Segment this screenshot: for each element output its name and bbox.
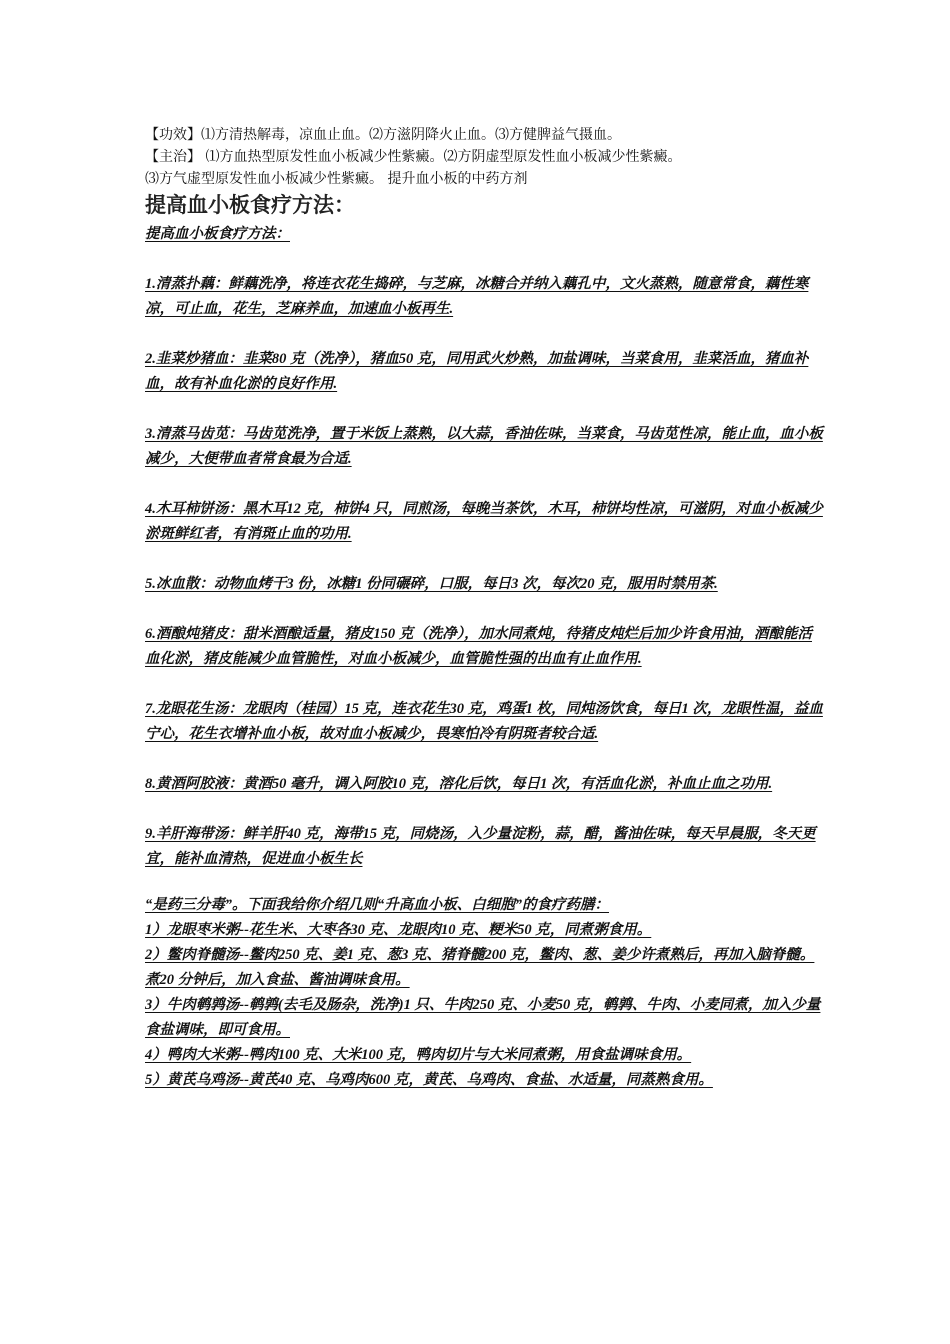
recipe-item: 6.酒酿炖猪皮：甜米酒酿适量，猪皮150 克（洗净），加水同煮炖，待猪皮炖烂后加少许食用油，酒酿能活血化淤，猪皮能减少血管脆性，对血小板减少，血管脆性强的出血有止血作用.	[145, 626, 812, 667]
page-heading: 提高血小板食疗方法：	[145, 193, 355, 217]
recipe-subheading: 提高血小板食疗方法：	[145, 226, 290, 242]
medicated-diet-item: 4）鸭肉大米粥--鸭肉100 克、大米100 克，鸭肉切片与大米同煮粥，用食盐调味食用。	[145, 1047, 692, 1063]
indication-line: 【主治】 ⑴方血热型原发性血小板减少性紫癜。⑵方阴虚型原发性血小板减少性紫癜。	[145, 149, 682, 165]
recipe-section	[145, 222, 825, 1093]
intro-section	[145, 124, 825, 190]
medicated-diet-item: 2）鳖肉脊髓汤--鳖肉250 克、姜1 克、葱3 克、猪脊髓200 克，鳖肉、葱、姜少许煮熟后，再加入脑脊髓。煮20 分钟后，加入食盐、酱油调味食用。	[145, 947, 815, 988]
recipe-item: 3.清蒸马齿苋：马齿苋洗净，置于米饭上蒸熟，以大蒜，香油佐味，当菜食，马齿苋性凉，能止血，血小板减少，大便带血者常食最为合适.	[145, 426, 823, 467]
recipe-item: 9.羊肝海带汤：鲜羊肝40 克，海带15 克，同烧汤，入少量淀粉，蒜，醋，酱油佐味，每天早晨服，冬天更宜，能补血清热，促进血小板生长	[145, 826, 816, 867]
recipe-item: 2.韭菜炒猪血：韭菜80 克（洗净），猪血50 克，同用武火炒熟，加盐调味，当菜食用，韭菜活血，猪血补血，故有补血化淤的良好作用.	[145, 351, 809, 392]
recipe-item: 4.木耳柿饼汤：黑木耳12 克，柿饼4 只，同煎汤，每晚当茶饮，木耳，柿饼均性凉，可滋阴，对血小板减少淤斑鲜红者，有消斑止血的功用.	[145, 501, 823, 542]
medicated-diet-intro: “是药三分毒”。下面我给你介绍几则“升高血小板、白细胞”的食疗药膳：	[145, 897, 609, 913]
recipe-item: 5.冰血散：动物血烤干3 份，冰糖1 份同碾碎，口服，每日3 次，每次20 克，服用时禁用茶.	[145, 576, 718, 592]
recipe-item: 8.黄酒阿胶液：黄酒50 毫升，调入阿胶10 克，溶化后饮，每日1 次，有活血化淤，补血止血之功用.	[145, 776, 773, 792]
document-page	[145, 124, 825, 1093]
medicated-diet-item: 5）黄芪乌鸡汤--黄芪40 克、乌鸡肉600 克，黄芪、乌鸡肉、食盐、水适量，同蒸熟食用。	[145, 1072, 713, 1088]
recipe-item: 7.龙眼花生汤：龙眼肉（桂园）15 克，连衣花生30 克，鸡蛋1 枚，同炖汤饮食，每日1 次，龙眼性温，益血宁心，花生衣增补血小板，故对血小板减少，畏寒怕冷有阴斑者较合适.	[145, 701, 823, 742]
medicated-diet-item: 1）龙眼枣米粥--花生米、大枣各30 克、龙眼肉10 克、粳米50 克，同煮粥食用。	[145, 922, 652, 938]
medicated-diet-item: 3）牛肉鹌鹑汤--鹌鹑(去毛及肠杂，洗净)1 只、牛肉250 克、小麦50 克，鹌鹑、牛肉、小麦同煮，加入少量食盐调味，即可食用。	[145, 997, 821, 1038]
indication-line-continued: ⑶方气虚型原发性血小板减少性紫癜。 提升血小板的中药方剂	[145, 171, 528, 187]
efficacy-line: 【功效】⑴方清热解毒，凉血止血。⑵方滋阴降火止血。⑶方健脾益气摄血。	[145, 127, 621, 143]
recipe-item: 1.清蒸扑藕：鲜藕洗净，将连衣花生捣碎，与芝麻，冰糖合并纳入藕孔中，文火蒸熟，随意常食，藕性寒凉，可止血，花生，芝麻养血，加速血小板再生.	[145, 276, 809, 317]
